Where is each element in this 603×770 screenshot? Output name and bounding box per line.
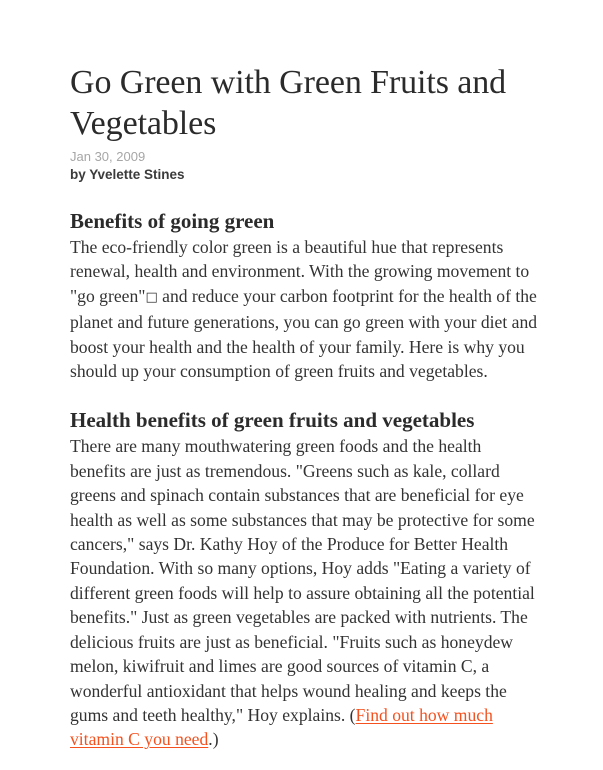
paragraph-text-part-2: and reduce your carbon footprint for the health of the planet and future generations, you can go green with your diet and boost your health and the health of your family. Here is why you should up your consumption of green fruits and vegetables. [70, 285, 538, 382]
paragraph-text-part-1: There are many mouthwatering green foods and the health benefits are just as tremendous. "Greens such as kale, collard greens and spinach contain substances that are beneficial for eye health as well as some substances that may be protective for some cancers," says Dr. Kathy Hoy of the Produce for Better Health Foundation. With so many options, Hoy adds "Eating a variety of different green foods will help to assure obtaining all the potential benefits." Just as green vegetables are packed with nutrients. The delicious fruits are just as beneficial. "Fruits such as honeydew melon, kiwifruit and limes are good sources of vitamin C, a wonderful antioxidant that helps wound healing and keeps the gums and teeth healthy," Hoy explains. ( [70, 436, 535, 725]
vitamin-c-link[interactable]: Find out how much vitamin C you need [70, 704, 493, 750]
article-section-health-benefits [70, 407, 540, 751]
article-section-benefits [70, 208, 540, 383]
section-body-health-benefits [70, 434, 540, 751]
page-title: Go Green with Green Fruits and Vegetables [70, 64, 507, 142]
article-container [70, 62, 540, 752]
section-body-benefits [70, 235, 540, 383]
section-heading-health-benefits: Health benefits of green fruits and vegetables [70, 408, 475, 433]
paragraph-text-part-2: .) [208, 729, 219, 750]
article-byline: by Yvelette Stines [70, 167, 185, 182]
section-heading-benefits: Benefits of going green [70, 209, 275, 233]
paragraph-text-part-1: The eco-friendly color green is a beautiful hue that represents renewal, health and environment. With the growing movement to "go green" [70, 237, 530, 306]
missing-glyph-box-icon: □ [145, 289, 158, 305]
article-date: Jan 30, 2009 [70, 149, 146, 164]
